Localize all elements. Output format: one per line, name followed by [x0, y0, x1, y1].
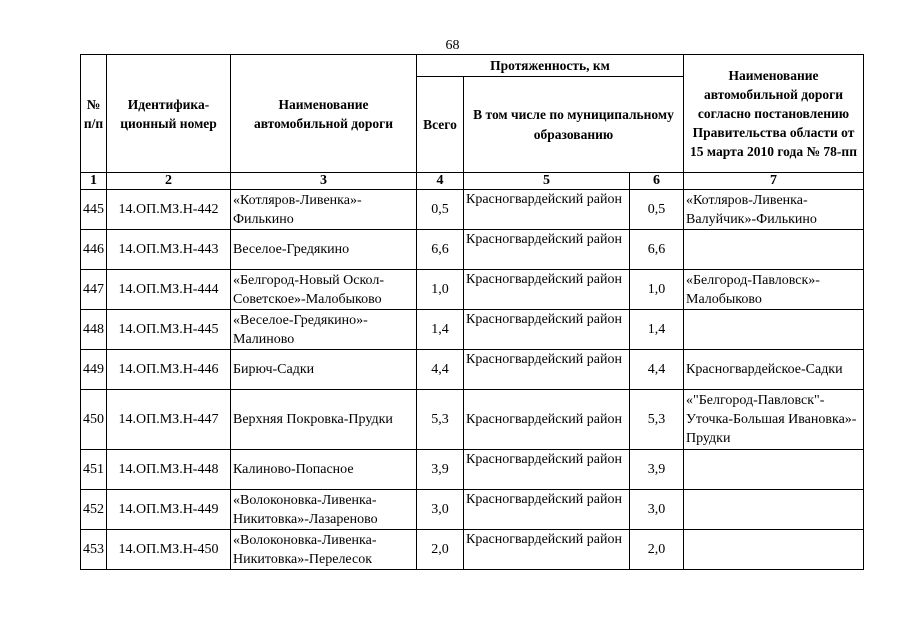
row-num: 448 [81, 310, 107, 350]
row-total-km: 2,0 [417, 530, 464, 570]
row-num: 451 [81, 450, 107, 490]
table-row [81, 490, 864, 530]
row-total-km: 5,3 [417, 390, 464, 450]
row-ident: 14.ОП.МЗ.Н-450 [107, 530, 231, 570]
col-number: 1 [81, 173, 107, 190]
col-number: 3 [231, 173, 417, 190]
row-old-name [684, 230, 864, 270]
row-ident: 14.ОП.МЗ.Н-447 [107, 390, 231, 450]
row-old-name [684, 450, 864, 490]
table-row [81, 310, 864, 350]
row-district-km: 2,0 [630, 530, 684, 570]
row-ident: 14.ОП.МЗ.Н-446 [107, 350, 231, 390]
row-district: Красногвардейский район [464, 490, 630, 530]
table-row [81, 530, 864, 570]
col-number: 5 [464, 173, 630, 190]
row-old-name: «Котляров-Ливенка-Валуйчик»-Филькино [684, 190, 864, 230]
col-number: 7 [684, 173, 864, 190]
row-district: Красногвардейский район [464, 530, 630, 570]
header-num: № п/п [81, 55, 107, 173]
row-district: Красногвардейский район [464, 390, 630, 450]
row-ident: 14.ОП.МЗ.Н-443 [107, 230, 231, 270]
row-district-km: 6,6 [630, 230, 684, 270]
row-num: 450 [81, 390, 107, 450]
col-number: 2 [107, 173, 231, 190]
header-length-group: Протяженность, км [417, 55, 684, 77]
row-num: 452 [81, 490, 107, 530]
row-district-km: 4,4 [630, 350, 684, 390]
row-district-km: 0,5 [630, 190, 684, 230]
table-row [81, 270, 864, 310]
row-total-km: 3,0 [417, 490, 464, 530]
row-ident: 14.ОП.МЗ.Н-444 [107, 270, 231, 310]
row-district-km: 1,4 [630, 310, 684, 350]
row-old-name: «Белгород-Павловск»-Малобыково [684, 270, 864, 310]
row-road-name: Веселое-Гредякино [231, 230, 417, 270]
row-district-km: 5,3 [630, 390, 684, 450]
row-district: Красногвардейский район [464, 310, 630, 350]
row-num: 453 [81, 530, 107, 570]
row-ident: 14.ОП.МЗ.Н-442 [107, 190, 231, 230]
row-district: Красногвардейский район [464, 270, 630, 310]
table-row [81, 450, 864, 490]
header-road-name: Наименование автомобильной дороги [231, 55, 417, 173]
row-road-name: Калиново-Попасное [231, 450, 417, 490]
table-row [81, 350, 864, 390]
table-row [81, 390, 864, 450]
row-old-name [684, 310, 864, 350]
row-old-name: «"Белгород-Павловск"-Уточка-Большая Ивановка»-Прудки [684, 390, 864, 450]
column-numbers-row [81, 173, 864, 190]
header-municipal: В том числе по муниципальному образованию [464, 77, 684, 173]
row-ident: 14.ОП.МЗ.Н-449 [107, 490, 231, 530]
row-old-name [684, 530, 864, 570]
row-total-km: 1,0 [417, 270, 464, 310]
row-road-name: Верхняя Покровка-Прудки [231, 390, 417, 450]
row-district: Красногвардейский район [464, 350, 630, 390]
row-road-name: «Волоконовка-Ливенка-Никитовка»-Перелесок [231, 530, 417, 570]
row-total-km: 1,4 [417, 310, 464, 350]
row-old-name [684, 490, 864, 530]
row-ident: 14.ОП.МЗ.Н-445 [107, 310, 231, 350]
table-row [81, 230, 864, 270]
col-number: 4 [417, 173, 464, 190]
row-old-name: Красногвардейское-Садки [684, 350, 864, 390]
page-number: 68 [445, 38, 460, 53]
col-number: 6 [630, 173, 684, 190]
roads-table [80, 54, 864, 570]
row-district-km: 1,0 [630, 270, 684, 310]
row-district-km: 3,0 [630, 490, 684, 530]
row-num: 447 [81, 270, 107, 310]
row-road-name: «Белгород-Новый Оскол-Советское»-Малобыково [231, 270, 417, 310]
row-num: 446 [81, 230, 107, 270]
row-district: Красногвардейский район [464, 230, 630, 270]
row-road-name: Бирюч-Садки [231, 350, 417, 390]
row-total-km: 4,4 [417, 350, 464, 390]
header-total: Всего [417, 77, 464, 173]
header-old-name: Наименование автомобильной дороги согласно постановлению Правительства области от 15 марта 2010 года № 78-пп [684, 55, 864, 173]
table-row [81, 190, 864, 230]
row-num: 449 [81, 350, 107, 390]
row-road-name: «Волоконовка-Ливенка-Никитовка»-Лазареново [231, 490, 417, 530]
row-total-km: 6,6 [417, 230, 464, 270]
row-road-name: «Котляров-Ливенка»-Филькино [231, 190, 417, 230]
row-district: Красногвардейский район [464, 190, 630, 230]
row-total-km: 3,9 [417, 450, 464, 490]
row-district-km: 3,9 [630, 450, 684, 490]
row-road-name: «Веселое-Гредякино»-Малиново [231, 310, 417, 350]
row-district: Красногвардейский район [464, 450, 630, 490]
row-ident: 14.ОП.МЗ.Н-448 [107, 450, 231, 490]
row-total-km: 0,5 [417, 190, 464, 230]
row-num: 445 [81, 190, 107, 230]
header-ident: Идентифика-ционный номер [107, 55, 231, 173]
